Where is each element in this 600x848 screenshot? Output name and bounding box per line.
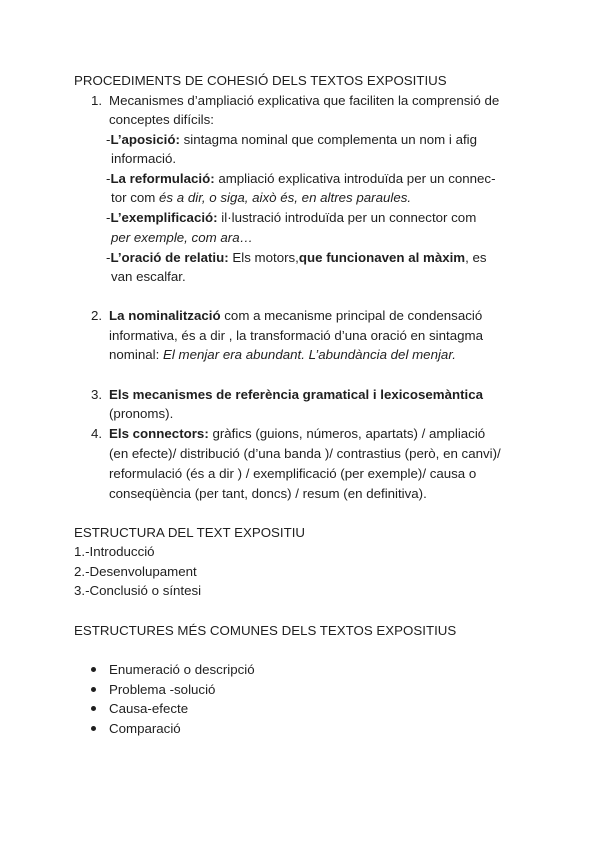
item4-line2: (en efecte)/ distribució (d’una banda )/ contrastius (però, en canvi)/	[109, 446, 501, 461]
section-heading-common-structures: ESTRUCTURES MÉS COMUNES DELS TEXTOS EXPOSITIUS	[74, 623, 457, 638]
example-text: El menjar era abundant. L’abundància del menjar.	[162, 347, 456, 362]
dash: -	[106, 132, 111, 147]
definition: gràfics (guions, números, apartats) / ampliació	[208, 426, 486, 441]
list-item: Problema -solució	[109, 682, 216, 697]
item2-line1	[109, 307, 482, 325]
example-text: Els motors,	[228, 250, 299, 265]
structure-item: 3.-Conclusió o síntesi	[74, 583, 202, 598]
definition: com a mecanisme principal de condensació	[220, 308, 483, 323]
definition: tor com	[111, 190, 160, 205]
item4-line3: reformulació (és a dir ) / exemplificació (per exemple)/ causa o	[109, 466, 477, 481]
example-connectors: és a dir, o siga, això és, en altres paraules.	[159, 190, 412, 205]
term-nominalitzacio: La nominalització	[109, 308, 221, 323]
item4-line4: conseqüència (per tant, doncs) / resum (en definitiva).	[109, 486, 427, 501]
term-relatiu: L’oració de relatiu:	[110, 250, 229, 265]
item2-line3	[109, 346, 456, 364]
item1-text-line1: Mecanismes d’ampliació explicativa que faciliten la comprensió de	[109, 93, 500, 108]
bullet-icon	[91, 667, 96, 672]
list-item: Enumeració o descripció	[109, 662, 255, 677]
item4-line1	[109, 425, 485, 443]
list-number: 4.	[91, 426, 103, 441]
example-text: , es	[465, 250, 487, 265]
item3-line2: (pronoms).	[109, 406, 174, 421]
structure-item: 2.-Desenvolupament	[74, 564, 197, 579]
bullet-icon	[91, 687, 96, 692]
item2-line2: informativa, és a dir , la transformació d’una oració en sintagma	[109, 328, 483, 343]
term-aposicio: L’aposició:	[110, 132, 180, 147]
definition: ampliació explicativa introduïda per un connec-	[214, 171, 496, 186]
term-connectors: Els connectors:	[109, 426, 209, 441]
bullet-icon	[91, 726, 96, 731]
list-number: 1.	[91, 93, 103, 108]
aposicio-line2: informació.	[111, 151, 177, 166]
relatiu-line2: van escalfar.	[111, 269, 186, 284]
list-item: Causa-efecte	[109, 701, 189, 716]
definition: il·lustració introduïda per un connector com	[217, 210, 477, 225]
list-number: 3.	[91, 387, 103, 402]
aposicio-line1	[106, 131, 477, 149]
example-relative-clause: que funcionaven al màxim	[298, 250, 466, 265]
section-heading-structure: ESTRUCTURA DEL TEXT EXPOSITIU	[74, 525, 306, 540]
exemplificacio-line1	[106, 209, 476, 227]
item1-text-line2: conceptes difícils:	[109, 112, 214, 127]
dash: -	[106, 210, 111, 225]
term-reformulacio: La reformulació:	[110, 171, 215, 186]
term-exemplificacio: L’exemplificació:	[110, 210, 218, 225]
bullet-icon	[91, 706, 96, 711]
exemplificacio-line2: per exemple, com ara…	[111, 230, 253, 245]
dash: -	[106, 250, 111, 265]
reformulacio-line1	[106, 170, 496, 188]
relatiu-line1	[106, 249, 487, 267]
term-referencia: Els mecanismes de referència gramatical i lexicosemàntica	[109, 387, 483, 402]
label: nominal:	[109, 347, 163, 362]
definition: sintagma nominal que complementa un nom i afig	[179, 132, 478, 147]
structure-item: 1.-Introducció	[74, 544, 155, 559]
list-item: Comparació	[109, 721, 181, 736]
reformulacio-line2	[111, 189, 411, 207]
list-number: 2.	[91, 308, 103, 323]
section-heading-cohesion: PROCEDIMENTS DE COHESIÓ DELS TEXTOS EXPOSITIUS	[74, 73, 447, 88]
dash: -	[106, 171, 111, 186]
